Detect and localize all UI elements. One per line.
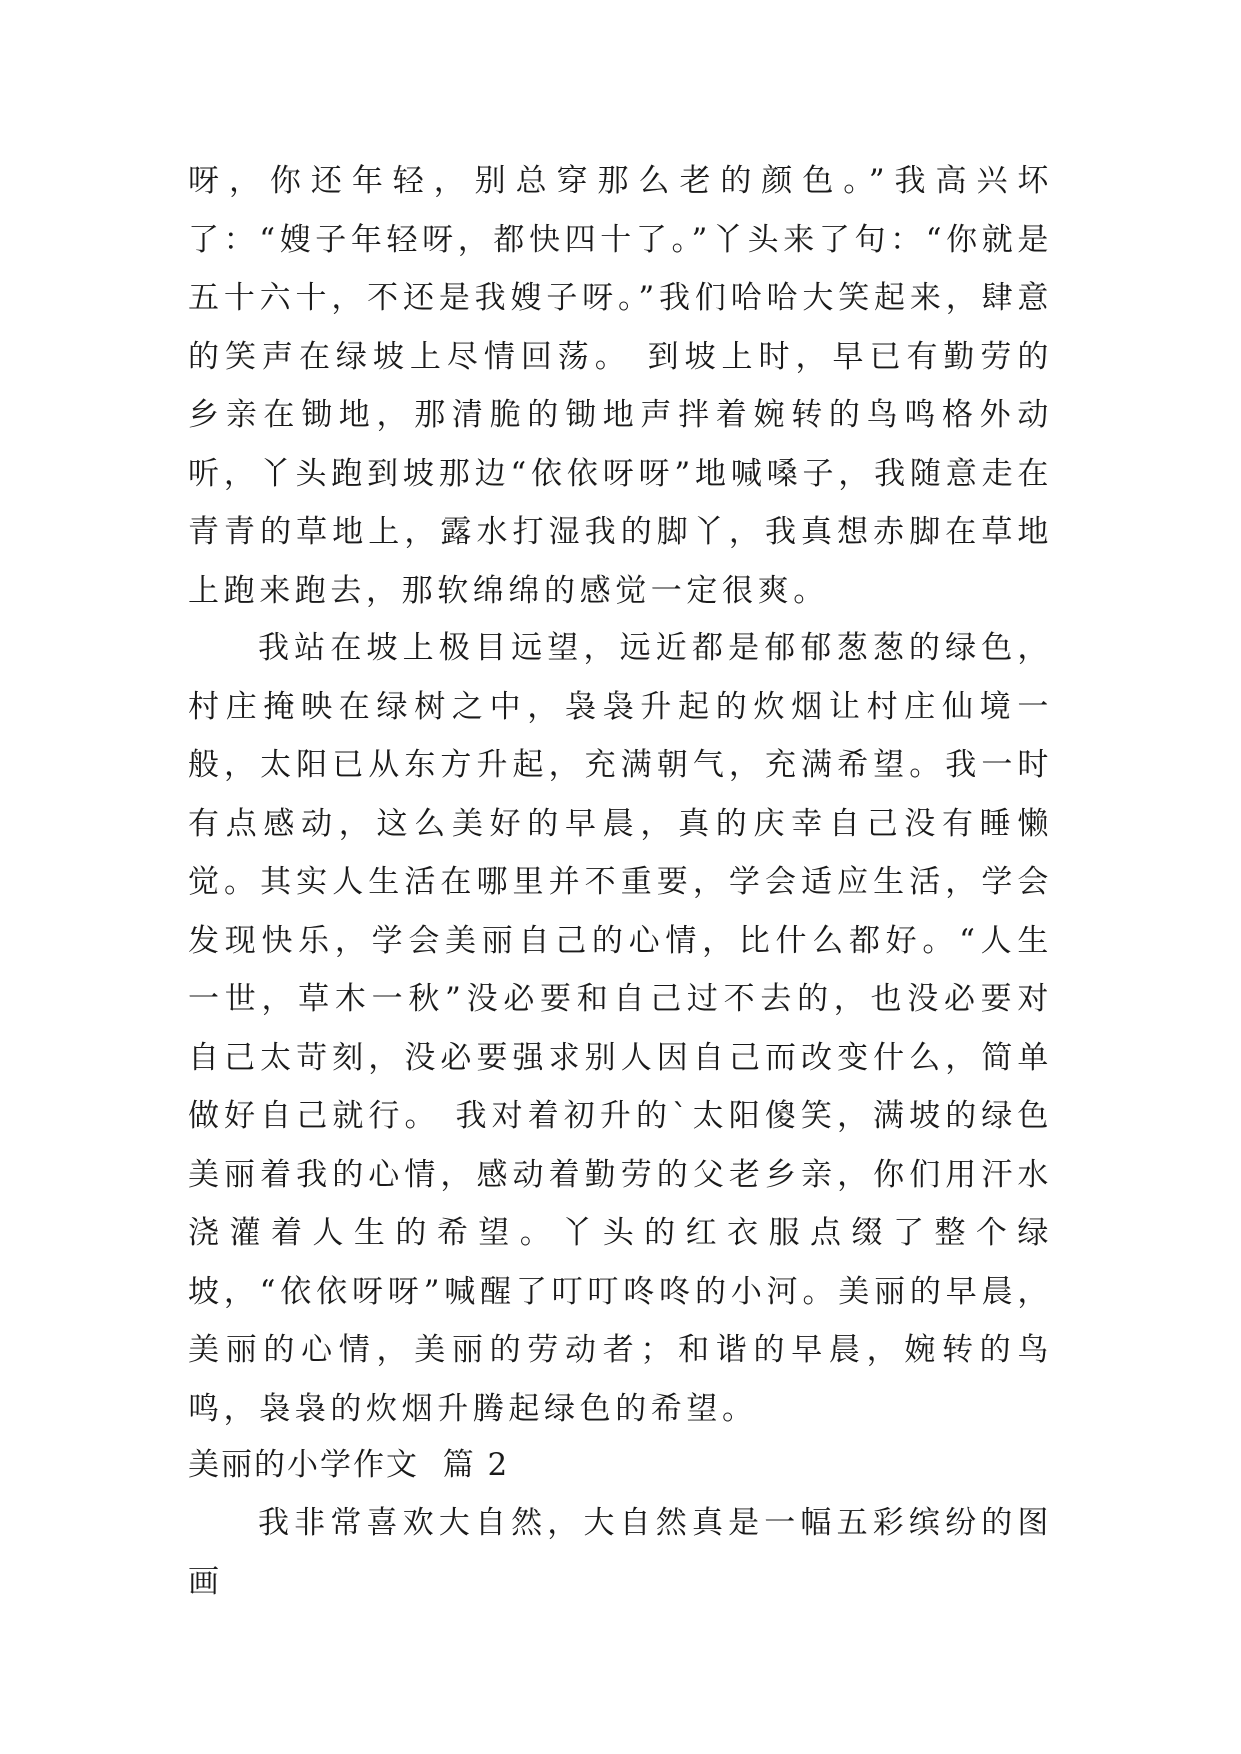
body-paragraph: 呀，你还年轻，别总穿那么老的颜色。”我高兴坏了：“嫂子年轻呀，都快四十了。”丫头来了句：“你就是五十六十，不还是我嫂子呀。”我们哈哈大笑起来，肆意的笑声在绿坡上尽情回荡。 到坡上时，早已有勤劳的乡亲在锄地，那清脆的锄地声拌着婉转的鸟鸣格外动听，丫头跑到坡那边“依依呀呀”地喊嗓子，我随意走在青青的草地上，露水打湿我的脚丫，我真想赤脚在草地上跑来跑去，那软绵绵的感觉一定很爽。 <box>188 163 1053 609</box>
body-paragraph: 我站在坡上极目远望，远近都是郁郁葱葱的绿色，村庄掩映在绿树之中，袅袅升起的炊烟让村庄仙境一般，太阳已从东方升起，充满朝气，充满希望。我一时有点感动，这么美好的早晨，真的庆幸自己没有睡懒觉。其实人生活在哪里并不重要，学会适应生活，学会发现快乐，学会美丽自己的心情，比什么都好。“人生一世，草木一秋”没必要和自己过不去的，也没必要对自己太苛刻，没必要强求别人因自己而改变什么，简单做好自己就行。 我对着初升的`太阳傻笑，满坡的绿色美丽着我的心情，感动着勤劳的父老乡亲，你们用汗水浇灌着人生的希望。丫头的红衣服点缀了整个绿坡，“依依呀呀”喊醒了叮叮咚咚的小河。美丽的早晨，美丽的心情，美丽的劳动者；和谐的早晨，婉转的鸟鸣，袅袅的炊烟升腾起绿色的希望。 <box>188 630 1053 1427</box>
body-paragraph: 我非常喜欢大自然，大自然真是一幅五彩缤纷的图画 <box>188 1505 1053 1600</box>
section-heading: 美丽的小学作文 篇 2 <box>188 1447 510 1483</box>
